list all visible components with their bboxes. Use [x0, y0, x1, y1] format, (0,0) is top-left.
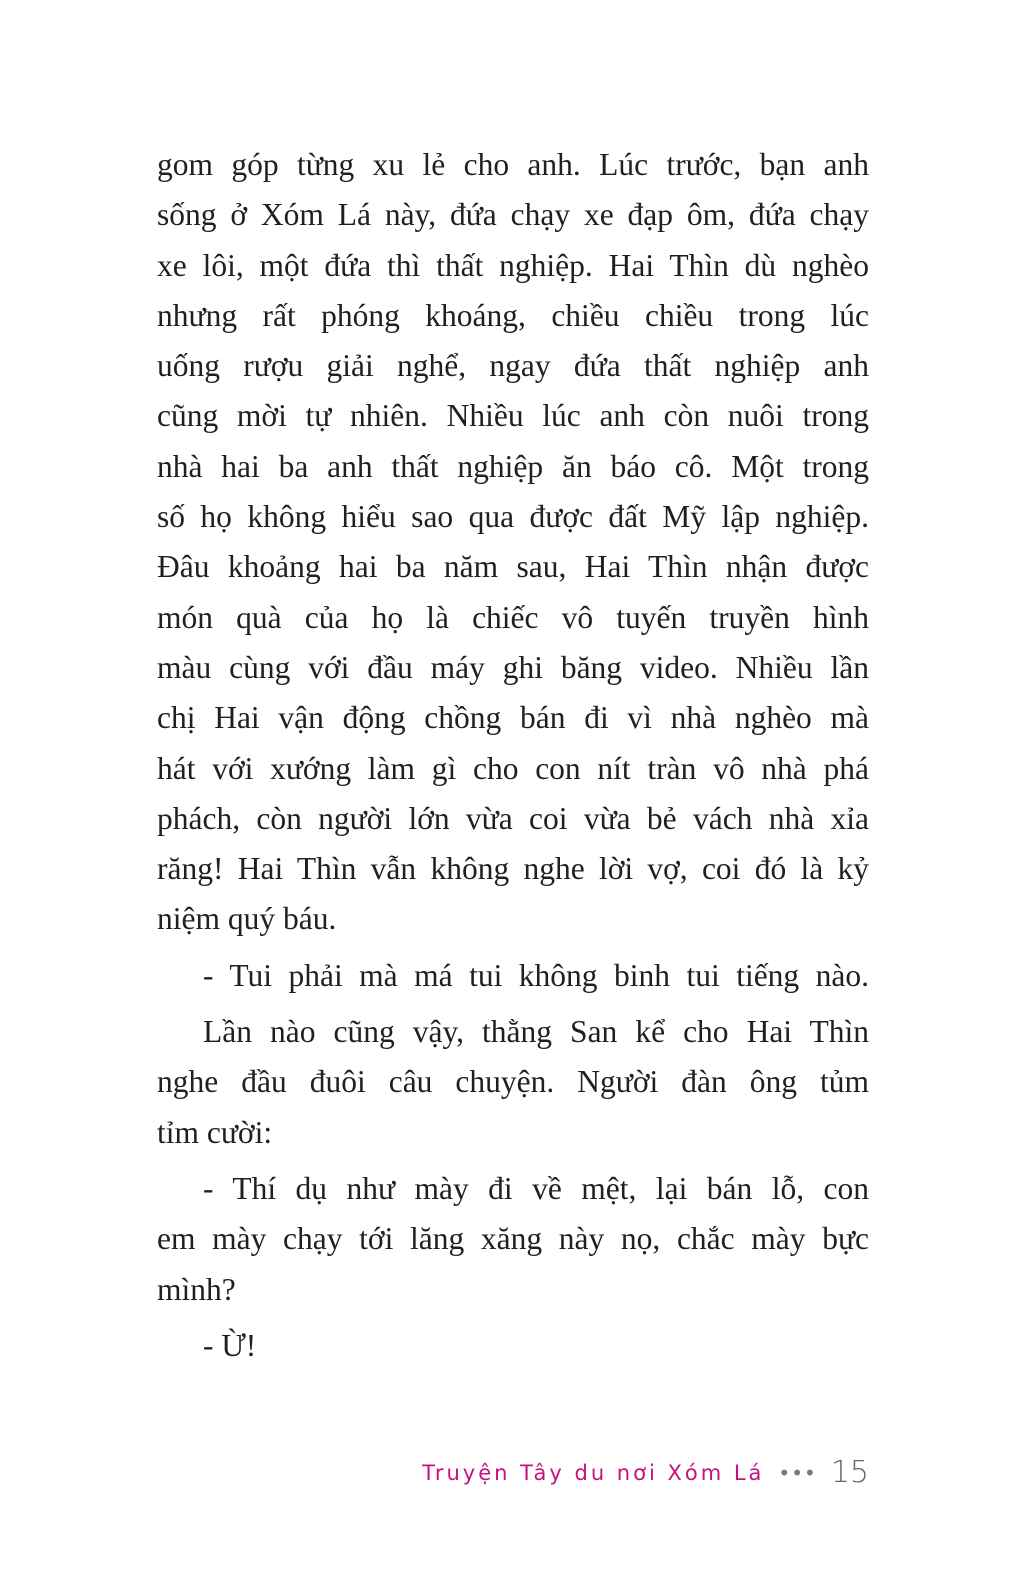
book-title: Truyện Tây du nơi Xóm Lá — [422, 1460, 765, 1485]
text-line: cũng mời tự nhiên. Nhiều lúc anh còn nuôi trong — [157, 398, 869, 434]
paragraph — [157, 140, 869, 945]
text-line: - Tui phải mà má tui không binh tui tiếng nào. — [203, 957, 869, 993]
text-line: gom góp từng xu lẻ cho anh. Lúc trước, bạn anh — [157, 147, 869, 182]
text-line: Đâu khoảng hai ba năm sau, Hai Thìn nhận được — [157, 549, 869, 585]
text-line: sống ở Xóm Lá này, đứa chạy xe đạp ôm, đứa chạy — [157, 197, 869, 233]
text-line: nhà hai ba anh thất nghiệp ăn báo cô. Một trong — [157, 448, 869, 484]
page-number: 15 — [830, 1455, 869, 1490]
text-line: uống rượu giải nghể, ngay đứa thất nghiệp anh — [157, 348, 869, 384]
text-line: tỉm cười: — [157, 1114, 273, 1150]
text-line: em mày chạy tới lăng xăng này nọ, chắc mày bực — [157, 1221, 869, 1257]
text-line: mình? — [157, 1271, 236, 1307]
text-line: chị Hai vận động chồng bán đi vì nhà nghèo mà — [157, 700, 869, 736]
page-body — [157, 140, 869, 1371]
text-line: nhưng rất phóng khoáng, chiều chiều trong lúc — [157, 297, 869, 333]
text-line: phách, còn người lớn vừa coi vừa bẻ vách nhà xỉa — [157, 800, 869, 836]
text-line: màu cùng với đầu máy ghi băng video. Nhiều lần — [157, 649, 869, 685]
page-footer — [422, 1455, 869, 1490]
text-line: - Ừ! — [203, 1327, 257, 1363]
text-line: răng! Hai Thìn vẫn không nghe lời vợ, coi đó là kỷ — [157, 851, 869, 887]
separator-dots: ••• — [778, 1460, 817, 1485]
dialogue-paragraph — [157, 1164, 869, 1315]
text-line: số họ không hiểu sao qua được đất Mỹ lập nghiệp. — [157, 499, 869, 535]
dialogue-paragraph — [157, 951, 869, 1001]
paragraph — [157, 1007, 869, 1158]
dialogue-paragraph — [157, 1321, 869, 1371]
text-line: niệm quý báu. — [157, 901, 337, 937]
text-line: Lần nào cũng vậy, thằng San kể cho Hai Thìn — [203, 1014, 869, 1050]
text-line: nghe đầu đuôi câu chuyện. Người đàn ông tủm — [157, 1064, 869, 1100]
text-line: hát với xướng làm gì cho con nít tràn vô nhà phá — [157, 750, 869, 786]
text-line: món quà của họ là chiếc vô tuyến truyền hình — [157, 599, 869, 635]
text-line: xe lôi, một đứa thì thất nghiệp. Hai Thìn dù nghèo — [157, 247, 869, 283]
text-line: - Thí dụ như mày đi về mệt, lại bán lỗ, con — [203, 1170, 869, 1206]
